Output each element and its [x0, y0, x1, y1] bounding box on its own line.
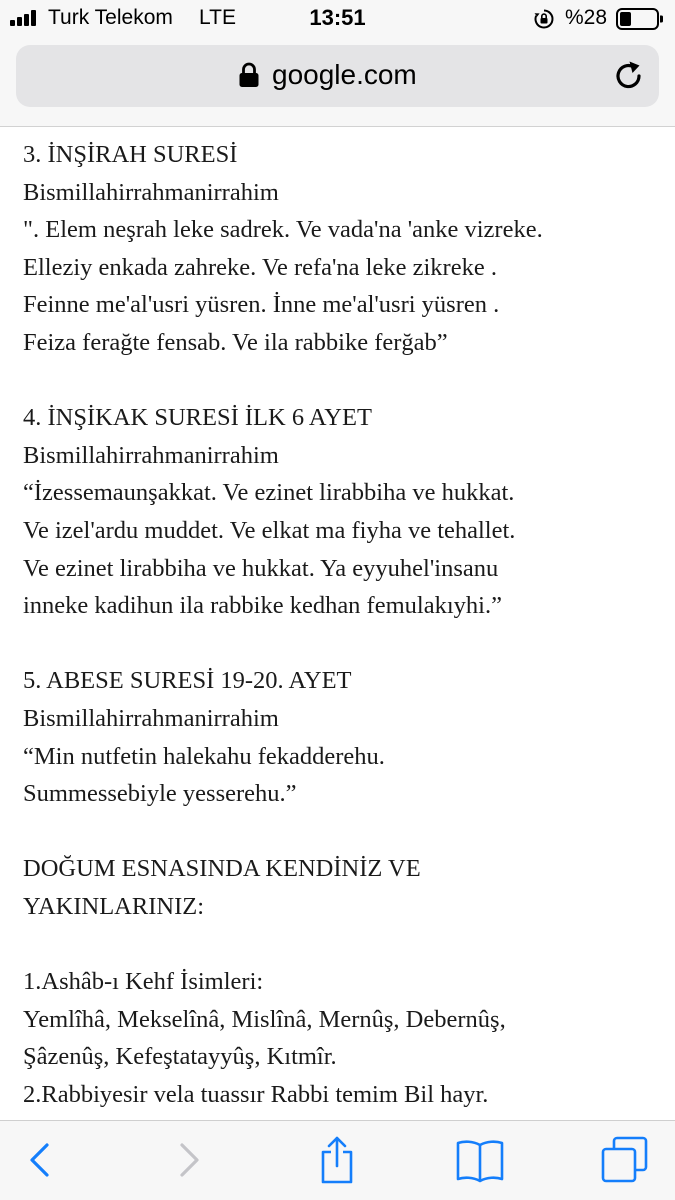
- section-heading: 4. İNŞİKAK SURESİ İLK 6 AYET: [23, 404, 372, 432]
- url-text: google.com: [272, 59, 417, 90]
- section-heading: 5. ABESE SURESİ 19-20. AYET: [23, 667, 352, 695]
- text-line: 2.Rabbiyesir vela tuassır Rabbi temim Bil hayr.: [23, 1080, 489, 1108]
- text-line: inneke kadihun ila rabbike kedhan femulakıyhi.”: [23, 592, 502, 620]
- section-heading: YAKINLARINIZ:: [23, 892, 204, 920]
- text-line: ". Elem neşrah leke sadrek. Ve vada'na 'anke vizreke.: [23, 216, 543, 244]
- lock-icon: [238, 62, 260, 88]
- text-line: Bismillahirrahmanirrahim: [23, 441, 279, 469]
- text-line: “Min nutfetin halekahu fekadderehu.: [23, 742, 385, 770]
- status-bar: [0, 0, 675, 38]
- text-line: Şâzenûş, Kefeştatayyûş, Kıtmîr.: [23, 1043, 337, 1071]
- battery-percentage: %28: [565, 6, 608, 29]
- network-type: LTE: [199, 6, 236, 29]
- browser-bottom-toolbar: [0, 1120, 675, 1200]
- share-icon[interactable]: [312, 1135, 362, 1185]
- text-line: “İzessemaunşakkat. Ve ezinet lirabbiha ve hukkat.: [23, 479, 515, 507]
- text-line: Bismillahirrahmanirrahim: [23, 704, 279, 732]
- text-line: Summessebiyle yesserehu.”: [23, 780, 297, 808]
- bookmarks-icon[interactable]: [455, 1135, 505, 1185]
- text-line: Bismillahirrahmanirrahim: [23, 178, 279, 206]
- text-line: Yemlîhâ, Mekselînâ, Mislînâ, Mernûş, Debernûş,: [23, 1005, 506, 1033]
- section-heading: 3. İNŞİRAH SURESİ: [23, 141, 238, 168]
- battery-icon: [616, 8, 664, 30]
- text-line: Elleziy enkada zahreke. Ve refa'na leke zikreke .: [23, 253, 497, 281]
- browser-top-chrome: [0, 0, 675, 127]
- text-line: Ve izel'ardu muddet. Ve elkat ma fiyha ve tehallet.: [23, 516, 516, 544]
- carrier-name: Turk Telekom: [48, 6, 173, 29]
- tabs-icon[interactable]: [600, 1135, 650, 1185]
- text-line: Ve ezinet lirabbiha ve hukkat. Ya eyyuhel'insanu: [23, 554, 499, 582]
- back-icon[interactable]: [14, 1135, 64, 1185]
- reload-icon[interactable]: [612, 59, 646, 93]
- text-line: Feiza ferağte fensab. Ve ila rabbike ferğab”: [23, 328, 448, 356]
- text-line: Feinne me'al'usri yüsren. İnne me'al'usri yüsren .: [23, 291, 500, 319]
- section-heading: DOĞUM ESNASINDA KENDİNİZ VE: [23, 855, 421, 883]
- address-bar[interactable]: [16, 45, 659, 107]
- article-text: [23, 136, 663, 1113]
- status-time: 13:51: [309, 5, 366, 30]
- orientation-lock-icon: [533, 8, 555, 30]
- forward-icon[interactable]: [165, 1135, 215, 1185]
- text-line: 1.Ashâb-ı Kehf İsimleri:: [23, 968, 264, 996]
